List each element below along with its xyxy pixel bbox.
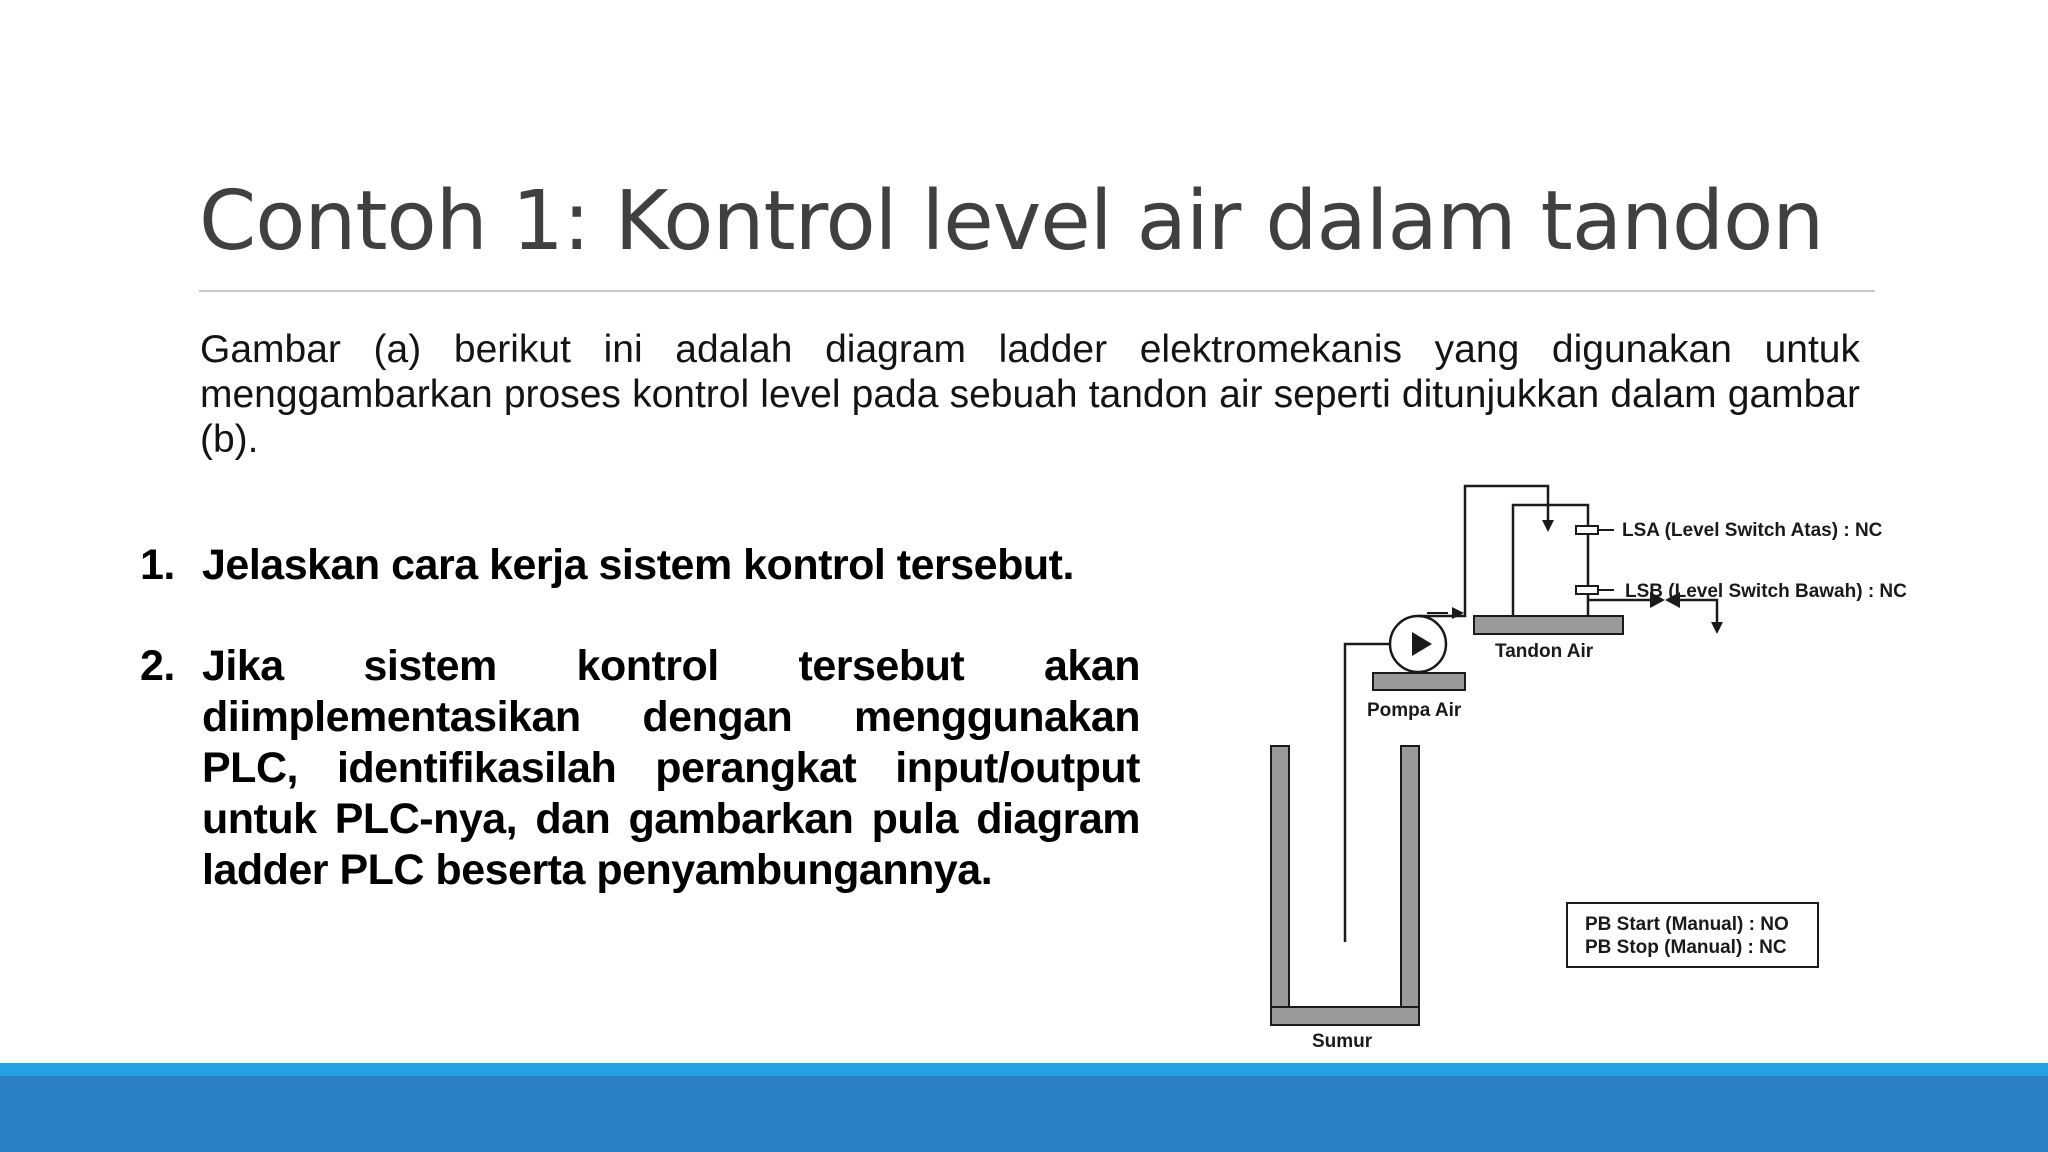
lsb-switch [1576, 586, 1614, 594]
flow-arrow [1542, 520, 1554, 532]
tank-label: Tandon Air [1495, 641, 1594, 662]
pb-start-label: PB Start (Manual) : NO [1585, 914, 1789, 935]
well-label: Sumur [1312, 1031, 1373, 1052]
lsb-label: LSB (Level Switch Bawah) : NC [1625, 581, 1907, 602]
pump-shape [1373, 616, 1465, 690]
question-number: 1. [140, 541, 175, 589]
footer-bar [0, 1076, 2048, 1152]
pump-label: Pompa Air [1367, 700, 1462, 721]
pb-stop-label: PB Stop (Manual) : NC [1585, 937, 1787, 958]
question-text: Jelaskan cara kerja sistem kontrol tersebut. [202, 541, 1074, 589]
question-text: Jika sistem kontrol tersebut akan diimplementasikan dengan menggunakan PLC, identifikasilah perangkat input/output untuk PLC-nya, dan gambarkan pula diagram ladder PLC beserta penyambungannya. [202, 642, 1140, 894]
pushbutton-legend [1567, 903, 1818, 967]
slide-title: Contoh 1: Kontrol level air dalam tandon [199, 174, 1824, 269]
intro-paragraph: Gambar (a) berikut ini adalah diagram ladder elektromekanis yang digunakan untuk menggambarkan proses kontrol level pada sebuah tandon air seperti ditunjukkan dalam gambar (b). [200, 328, 1860, 461]
lsa-label: LSA (Level Switch Atas) : NC [1622, 520, 1883, 541]
lsa-switch [1576, 526, 1614, 534]
question-number: 2. [140, 642, 175, 690]
footer-accent-stripe [0, 1063, 2048, 1076]
